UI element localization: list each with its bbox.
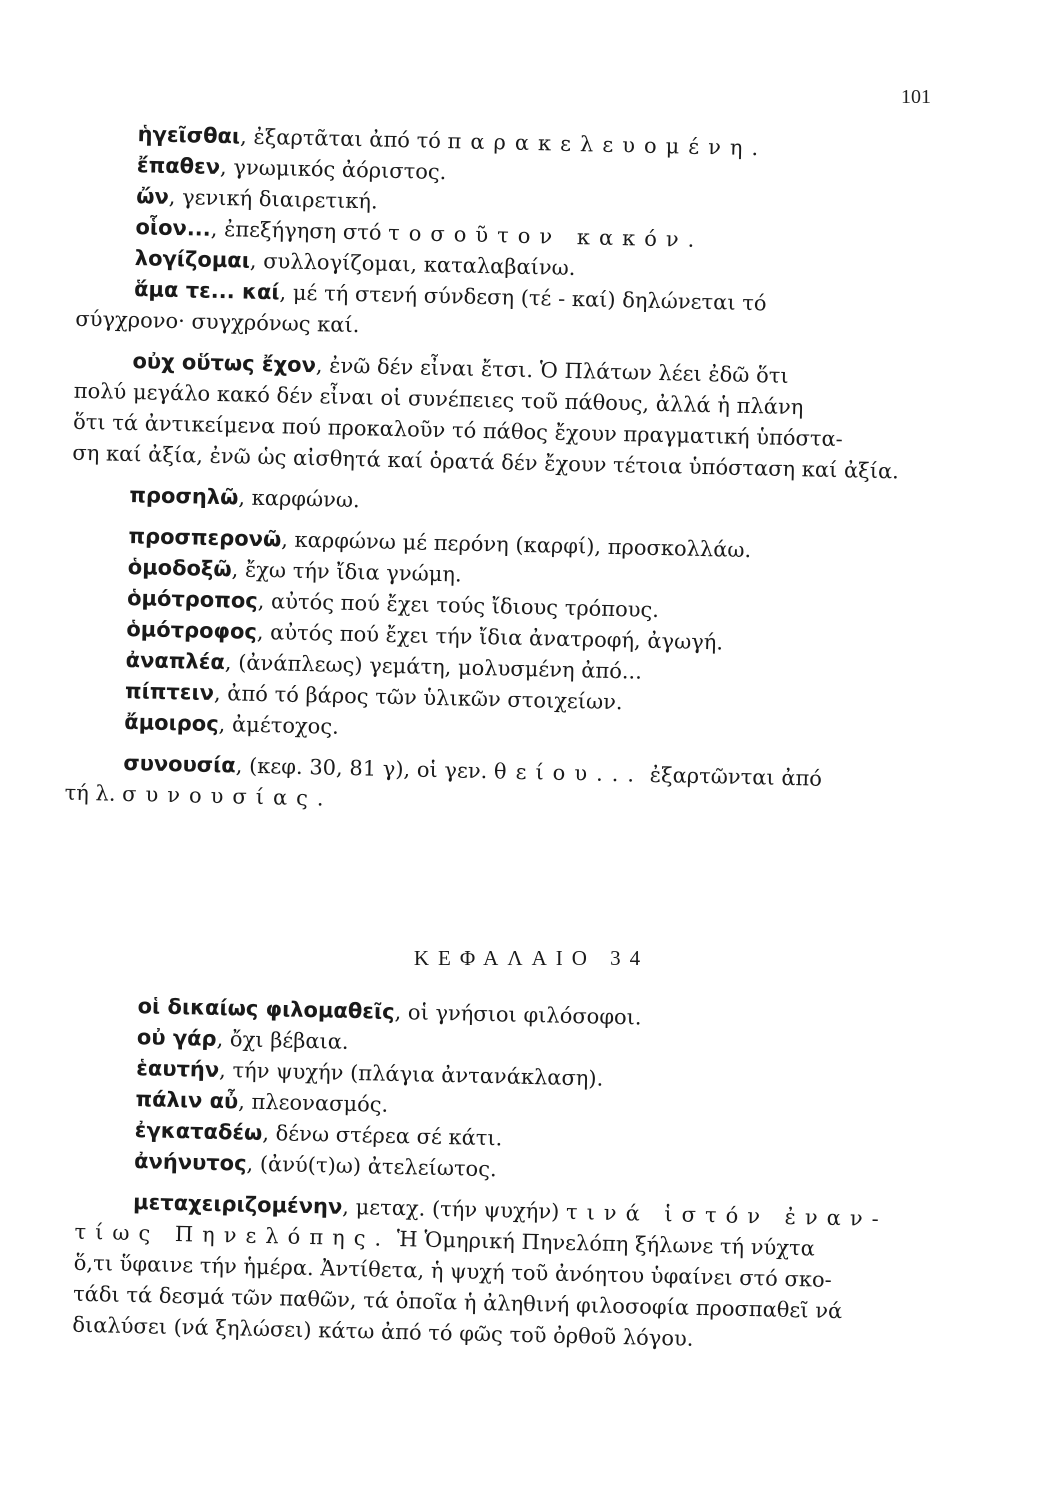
- entry-term: ἀνήνυτος: [133, 1149, 247, 1176]
- entry-gloss: , ἔχω τήν ἴδια γνώμη.: [231, 557, 462, 587]
- chapter-title: ΚΕΦΑΛΑΙΟ 34: [413, 946, 650, 970]
- entry-term: ἀναπλέα: [125, 647, 226, 675]
- entry-gloss: , (ἀνύ(τ)ω) ἀτελείωτος.: [246, 1151, 497, 1182]
- entry-continuation: ὅ,τι ὕφαινε τήν ἡμέρα. Ἀντίθετα, ἡ ψυχή τοῦ ἀνόητου ὑφαίνει στό σκο-: [73, 1250, 832, 1292]
- entry-term: μεταχειριζομένην: [132, 1190, 343, 1219]
- entry-gloss: , οἱ γνήσιοι φιλόσοφοι.: [394, 999, 642, 1030]
- entry-term: προσηλῶ: [129, 482, 239, 510]
- entry-term: πίπτειν: [124, 678, 215, 705]
- entry-gloss: , ἐπεξήγηση στό: [210, 216, 389, 245]
- entry-continuation: διαλύσει (νά ξηλώσει) κάτω ἀπό τό φῶς τοῦ ὀρθοῦ λόγου.: [72, 1312, 694, 1351]
- entry-gloss: , συλλογίζομαι, καταλαβαίνω.: [249, 248, 576, 281]
- entry-gloss: , καρφώνω μέ περόνη (καρφί), προσκολλάω.: [280, 527, 752, 563]
- entry-gloss: , αὐτός πού ἔχει τούς ἴδιους τρόπους.: [257, 588, 660, 623]
- entry-term: ὁμότροφος: [126, 616, 258, 644]
- entry-gloss-spaced: θείου...: [493, 759, 644, 787]
- entry-term: ὁμοδοξῶ: [127, 554, 232, 582]
- entry-continuation: ὅτι τά ἀντικείμενα πού προκαλοῦν τό πάθος ἔχουν πραγματική ὑπόστα-: [72, 409, 844, 452]
- entry-gloss: , γενική διαιρετική.: [168, 184, 378, 214]
- entry-term: ἔπαθεν: [136, 153, 221, 179]
- entry-continuation-prefix: τή λ.: [64, 780, 123, 806]
- entry-gloss-spaced: συνουσίας.: [121, 781, 333, 811]
- entry-term: ἑαυτήν: [135, 1056, 220, 1082]
- entry-gloss: , μεταχ. (τήν ψυχήν): [342, 1194, 567, 1224]
- entry-gloss: , αὐτός πού ἔχει τήν ἴδια ἀνατροφή, ἀγωγή.: [256, 619, 724, 655]
- entry-continuation: πολύ μεγάλο κακό δέν εἶναι οἱ συνέπειες τοῦ πάθους, ἀλλά ἡ πλάνη: [73, 378, 804, 420]
- entry-gloss: , (κεφ. 30, 81 γ), οἱ γεν.: [235, 753, 495, 784]
- entry-gloss: , γνωμικός ἀόριστος.: [219, 154, 447, 185]
- entry-gloss: , ἀμέτοχος.: [218, 712, 340, 739]
- page-number: 101: [901, 86, 931, 108]
- entry-term: ἐγκαταδέω: [134, 1118, 263, 1145]
- entry-gloss: , πλεονασμός.: [237, 1089, 389, 1117]
- entry-gloss: , (ἀνάπλεως) γεμάτη, μολυσμένη ἀπό...: [224, 650, 643, 684]
- entry-gloss: ἐξαρτῶνται ἀπό: [642, 762, 823, 791]
- entry-continuation: τάδι τά δεσμά τῶν παθῶν, τά ὁποῖα ἡ ἀληθινή φιλοσοφία προσπαθεῖ νά: [72, 1281, 843, 1324]
- entry-term: συνουσία: [123, 750, 237, 778]
- entry-continuation: σύγχρονο· συγχρόνως καί.: [75, 306, 360, 338]
- entry-term: προσπερονῶ: [128, 523, 282, 552]
- entry-term: οἷον...: [135, 215, 212, 241]
- glossary-section-chapter-34: [0, 988, 1063, 1363]
- entry-gloss-spaced: παρακελευομένη.: [447, 129, 768, 161]
- entry-term: λογίζομαι: [134, 246, 251, 273]
- entry-term: ἡγεῖσθαι: [137, 122, 241, 149]
- entry-gloss-spaced: τοσοῦτον κακόν.: [387, 220, 704, 252]
- entry-term: οἱ δικαίως φιλομαθεῖς: [137, 994, 395, 1024]
- entry-term: οὐχ οὕτως ἔχον: [132, 349, 317, 378]
- glossary-entry: [0, 343, 1063, 491]
- glossary-section-chapter-33: [0, 116, 1063, 831]
- entry-term: οὐ γάρ: [136, 1025, 217, 1051]
- entry-term: ἅμα τε... καί: [133, 277, 280, 305]
- entry-gloss-spaced: τινά ἱστόν ἐναν-: [565, 1199, 889, 1232]
- entry-gloss-spaced: τίως Πηνελόπης.: [74, 1219, 391, 1251]
- entry-gloss: , ἐνῶ δέν εἶναι ἔτσι. Ὁ Πλάτων λέει ἐδῶ ὅτι: [315, 353, 789, 388]
- entry-gloss: , ἐξαρτᾶται ἀπό τό: [239, 124, 448, 154]
- entry-continuation: ση καί ἀξία, ἐνῶ ὡς αἰσθητά καί ὁρατά δέν ἔχουν τέτοια ὑπόσταση καί ἀξία.: [72, 440, 900, 484]
- entry-continuation-text: Ἡ Ὁμηρική Πηνελόπη ξήλωνε τή νύχτα: [389, 1226, 816, 1261]
- entry-gloss: , ὄχι βέβαια.: [216, 1026, 349, 1054]
- entry-gloss: , τήν ψυχήν (πλάγια ἀντανάκλαση).: [218, 1057, 604, 1091]
- entry-term: ὁμότροπος: [126, 585, 259, 613]
- entry-gloss: , μέ τή στενή σύνδεση (τέ - καί) δηλώνεται τό: [279, 280, 767, 316]
- entry-term: πάλιν αὖ: [135, 1087, 239, 1114]
- entry-term: ἄμοιρος: [124, 709, 219, 737]
- entry-term: ὤν: [135, 184, 170, 209]
- glossary-entry: [0, 1184, 1063, 1363]
- entry-gloss: , καρφώνω.: [238, 485, 360, 513]
- entry-gloss: , δένω στέρεα σέ κάτι.: [262, 1120, 503, 1151]
- entry-gloss: , ἀπό τό βάρος τῶν ὑλικῶν στοιχείων.: [213, 680, 623, 715]
